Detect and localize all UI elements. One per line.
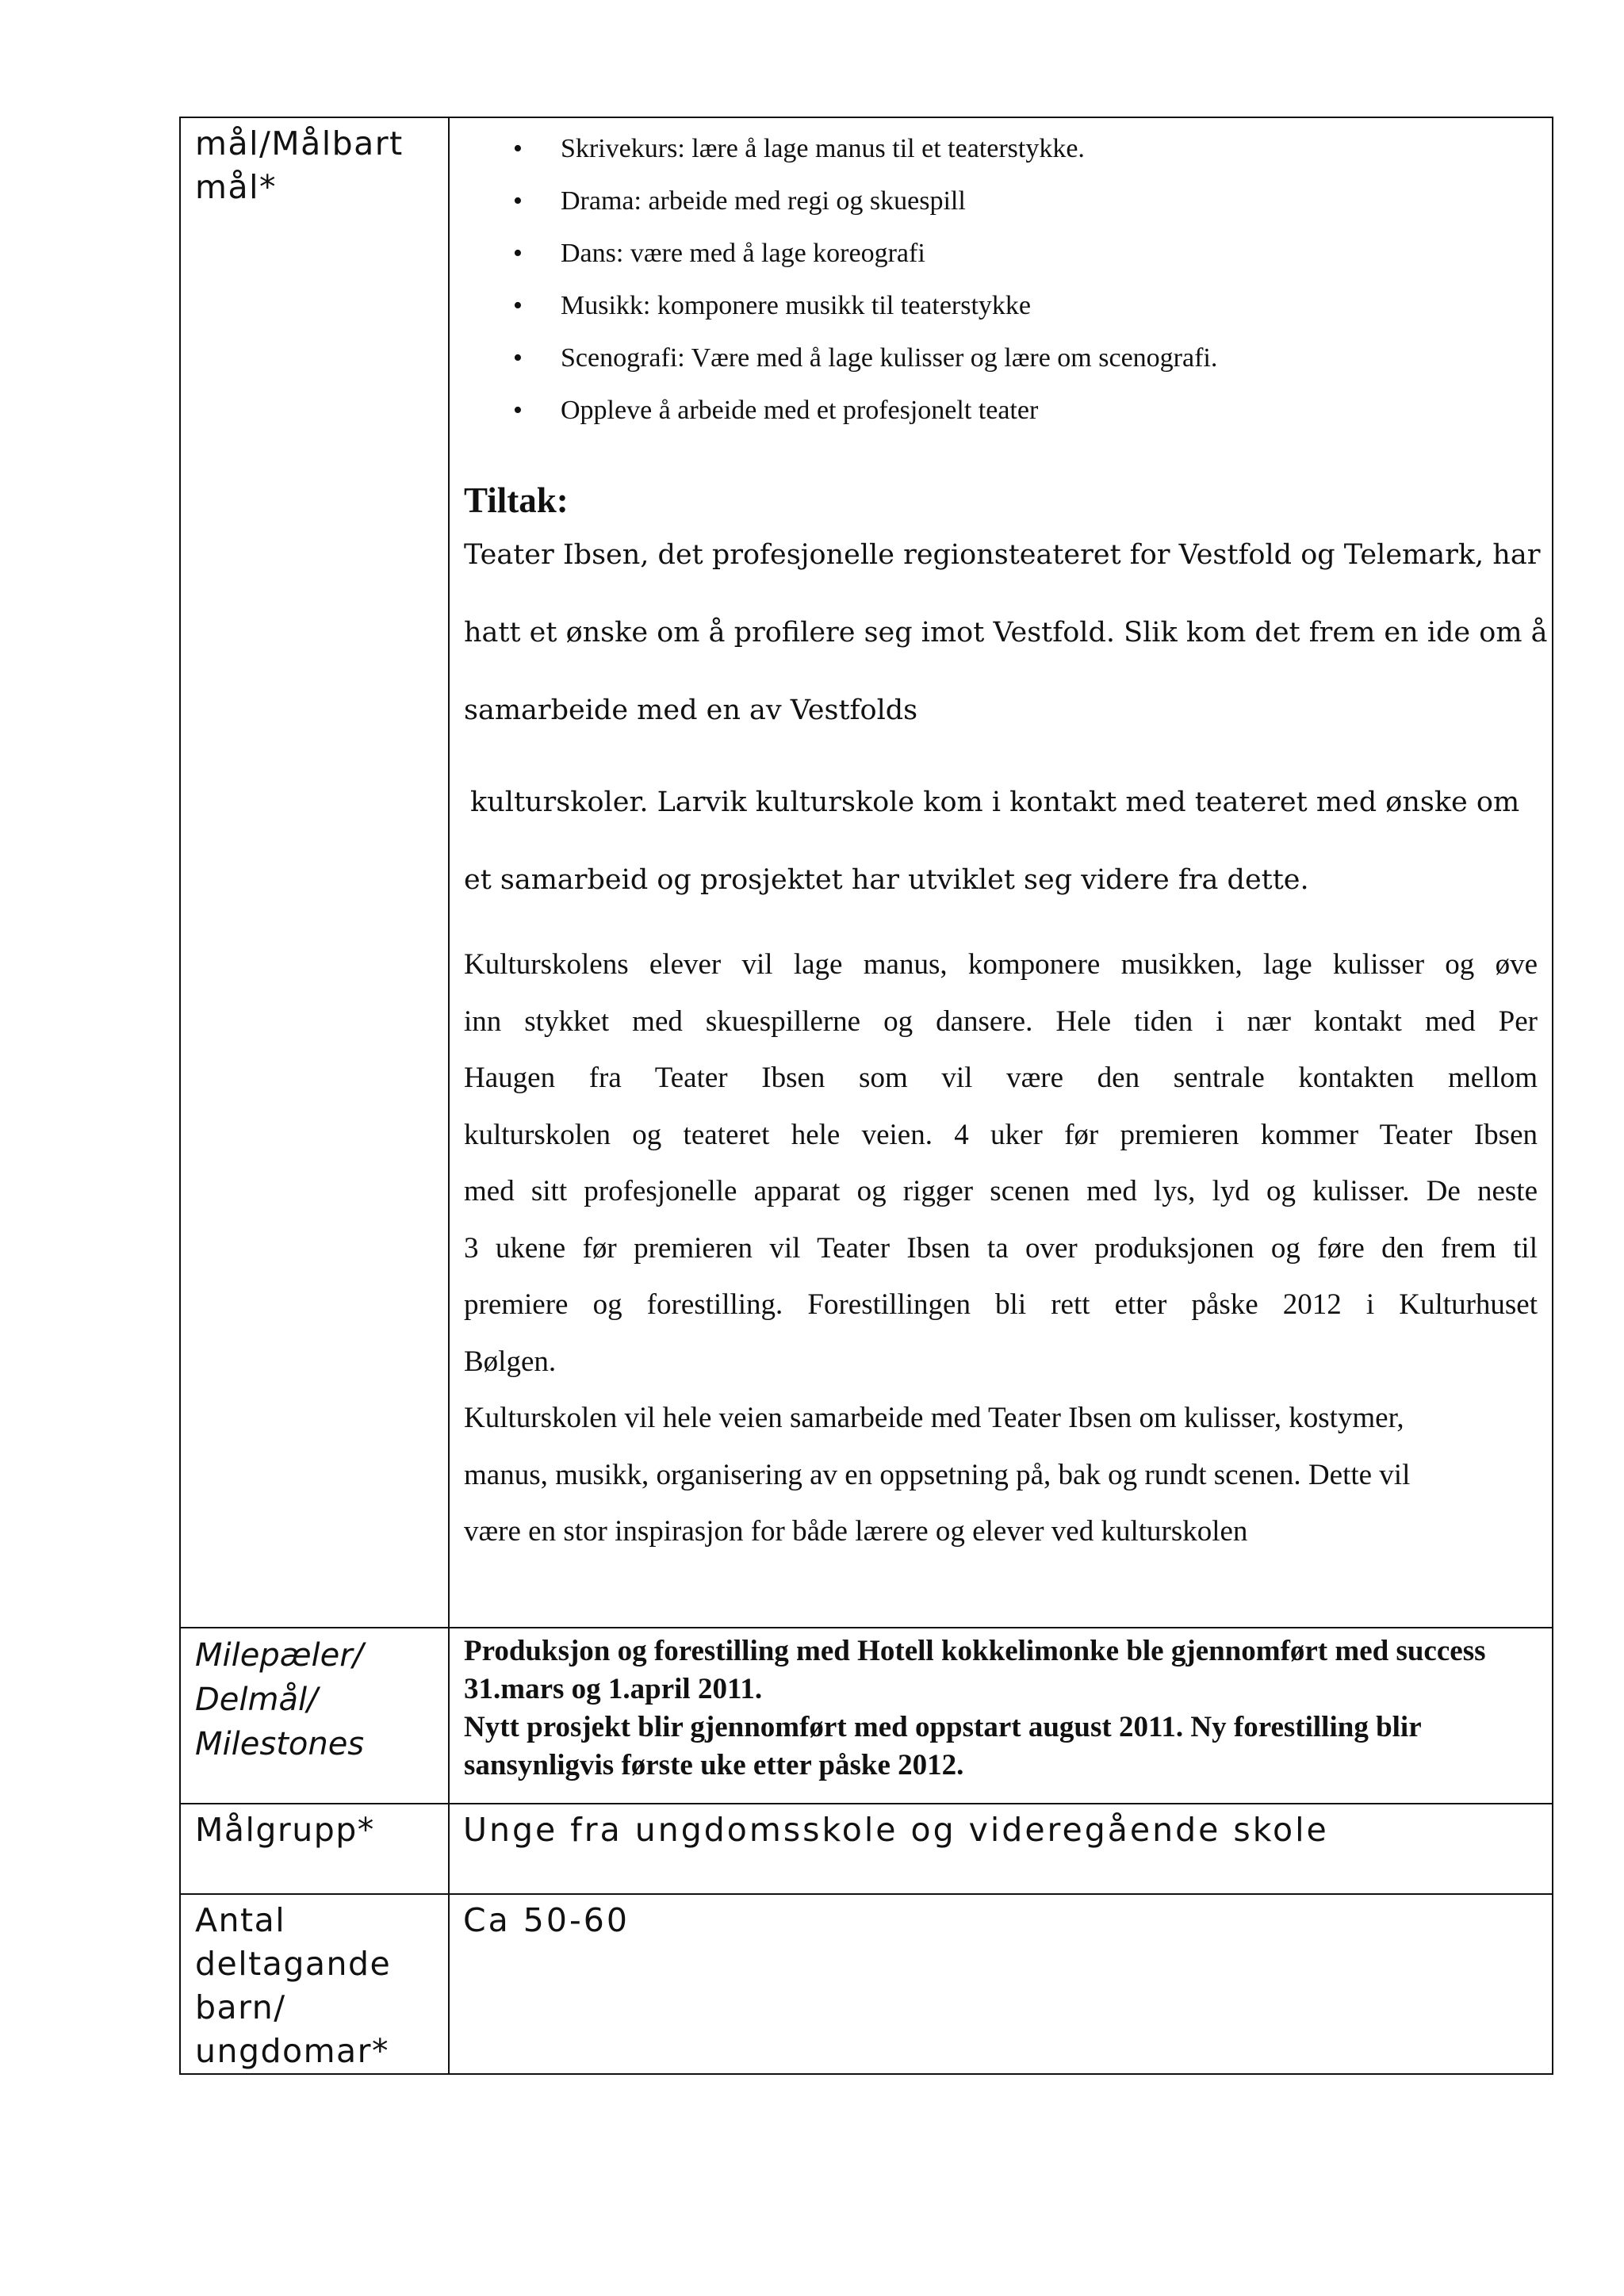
bullet-icon: • bbox=[513, 186, 523, 216]
body-line: 3 ukene før premieren vil Teater Ibsen ta over produksjonen og føre den frem til bbox=[464, 1231, 1538, 1265]
tiltak-body bbox=[450, 919, 1552, 1560]
goals-label: mål/Målbart mål* bbox=[195, 124, 404, 206]
milestones-label-cell bbox=[180, 1628, 449, 1804]
goals-label-cell bbox=[180, 117, 449, 1628]
body-line: være en stor inspirasjon for både lærere og elever ved kulturskolen bbox=[464, 1515, 1248, 1548]
goal-item: • Drama: arbeide med regi og skuespill bbox=[450, 175, 1552, 228]
application-form-table bbox=[179, 117, 1553, 2075]
body-line: kulturskolen og teateret hele veien. 4 uker før premieren kommer Teater Ibsen bbox=[464, 1118, 1538, 1151]
target-group-value-cell bbox=[449, 1804, 1553, 1894]
body-line: Haugen fra Teater Ibsen som vil være den sentrale kontakten mellom bbox=[464, 1062, 1538, 1094]
goal-item: • Scenografi: Være med å lage kulisser og lære om scenografi. bbox=[450, 332, 1552, 385]
tiltak-intro bbox=[450, 516, 1552, 919]
participant-count-label-cell bbox=[180, 1894, 449, 2074]
tiltak-line: et samarbeid og prosjektet har utviklet seg videre fra dette. bbox=[464, 864, 1309, 896]
goals-value-cell bbox=[449, 117, 1553, 1628]
bullet-icon: • bbox=[513, 343, 523, 373]
bullet-icon: • bbox=[513, 291, 523, 320]
milestones-value-cell bbox=[449, 1628, 1553, 1804]
body-line: Bølgen. bbox=[464, 1345, 557, 1378]
participant-count-value: Ca 50-60 bbox=[463, 1901, 630, 1939]
tiltak-line: samarbeide med en av Vestfolds bbox=[464, 695, 918, 726]
body-line: inn stykket med skuespillerne og dansere. Hele tiden i nær kontakt med Per bbox=[464, 1004, 1538, 1038]
goal-item: • Musikk: komponere musikk til teaterstykke bbox=[450, 280, 1552, 332]
target-group-row bbox=[180, 1804, 1553, 1894]
goal-item: • Oppleve å arbeide med et profesjonelt teater bbox=[450, 385, 1552, 437]
bullet-icon: • bbox=[513, 396, 523, 425]
milestones-text: Produksjon og forestilling med Hotell kokkelimonke ble gjennomført med success 31.mars og 1.april 2011. Nytt prosjekt blir gjennomført med oppstart august 2011. Ny forestilling blir sansynligvis første uke etter påske 2012. bbox=[464, 1635, 1486, 1781]
body-line: manus, musikk, organisering av en oppsetning på, bak og rundt scenen. Dette vil bbox=[464, 1458, 1411, 1491]
goal-list bbox=[450, 118, 1552, 437]
bullet-icon: • bbox=[513, 134, 523, 163]
bullet-icon: • bbox=[513, 239, 523, 268]
target-group-value: Unge fra ungdomsskole og videregående skole bbox=[463, 1811, 1329, 1849]
participant-count-row bbox=[180, 1894, 1553, 2074]
tiltak-line: kulturskoler. Larvik kulturskole kom i kontakt med teateret med ønske om bbox=[470, 786, 1520, 818]
goal-item: • Dans: være med å lage koreografi bbox=[450, 228, 1552, 280]
participant-count-label: Antal deltagande barn/ ungdomar* bbox=[195, 1901, 392, 2070]
goal-item: • Skrivekurs: lære å lage manus til et teaterstykke. bbox=[450, 123, 1552, 175]
body-line: Kulturskolen vil hele veien samarbeide med Teater Ibsen om kulisser, kostymer, bbox=[464, 1402, 1404, 1434]
participant-count-value-cell bbox=[449, 1894, 1553, 2074]
target-group-label: Målgrupp* bbox=[195, 1811, 375, 1849]
tiltak-heading: Tiltak: bbox=[464, 480, 569, 520]
goals-row bbox=[180, 117, 1553, 1628]
tiltak-line: hatt et ønske om å profilere seg imot Vestfold. Slik kom det frem en ide om å bbox=[464, 617, 1548, 649]
tiltak-line: Teater Ibsen, det profesjonelle regionsteateret for Vestfold og Telemark, har bbox=[464, 539, 1541, 571]
milestones-row bbox=[180, 1628, 1553, 1804]
body-line: premiere og forestilling. Forestillingen bli rett etter påske 2012 i Kulturhuset bbox=[464, 1288, 1538, 1321]
body-line: med sitt profesjonelle apparat og rigger scenen med lys, lyd og kulisser. De neste bbox=[464, 1175, 1538, 1207]
body-line: Kulturskolens elever vil lage manus, komponere musikken, lage kulisser og øve bbox=[464, 948, 1538, 981]
milestones-label: Milepæler/ Delmål/ Milestones bbox=[195, 1637, 365, 1762]
target-group-label-cell bbox=[180, 1804, 449, 1894]
